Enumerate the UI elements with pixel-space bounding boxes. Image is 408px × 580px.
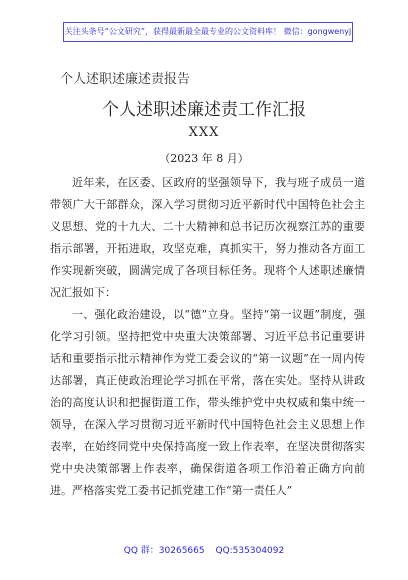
- paragraph-section-1: 一、强化政治建设，以“德”立身。坚持“第一议题”制度，强化学习引领。坚持把党中央重大决策部署、习近平总书记重要讲话和重要指示批示精神作为党工委会议的“第一议题”在一周内传达部署，真正使政治理论学习抓在平常，落在实处。坚持从讲政治的高度认识和把握街道工作，带头维护党中央权威和集中统一领导，在深入学习贯彻习近平新时代中国特色社会主义思想上作表率，在始终同党中央保持高度一致上作表率，在坚决贯彻落实党中央决策部署上作表率，确保街道各项工作沿着正确方向前进。严格落实党工委书记抓党建工作“第一责任人”: [50, 308, 365, 497]
- author-name: XXX: [188, 125, 220, 140]
- footer-qq-number: QQ:535304092: [215, 546, 285, 556]
- document-body: [50, 172, 365, 502]
- top-banner: 关注头条号“公文研究”，获得最新最全最专业的公文资料库！ 微信：gongwenyj: [63, 22, 353, 42]
- report-date: （2023 年 8 月）: [159, 152, 249, 165]
- paragraph-intro: 近年来，在区委、区政府的坚强领导下，我与班子成员一道带领广大干部群众，深入学习贯彻习近平新时代中国特色社会主义思想、党的十九大、二十大精神和总书记历次视察江苏的重要指示部署，开拓进取，攻坚克难，真抓实干，努力推动各方面工作实现新突破，圆满完成了各项目标任务。现将个人述职述廉情况汇报如下：: [50, 176, 365, 299]
- document-label: 个人述职述廉述责报告: [60, 72, 191, 87]
- footer-qq-group: QQ 群：30265665: [123, 546, 205, 556]
- footer: [0, 543, 408, 556]
- page-title: 个人述职述廉述责工作汇报: [102, 100, 306, 120]
